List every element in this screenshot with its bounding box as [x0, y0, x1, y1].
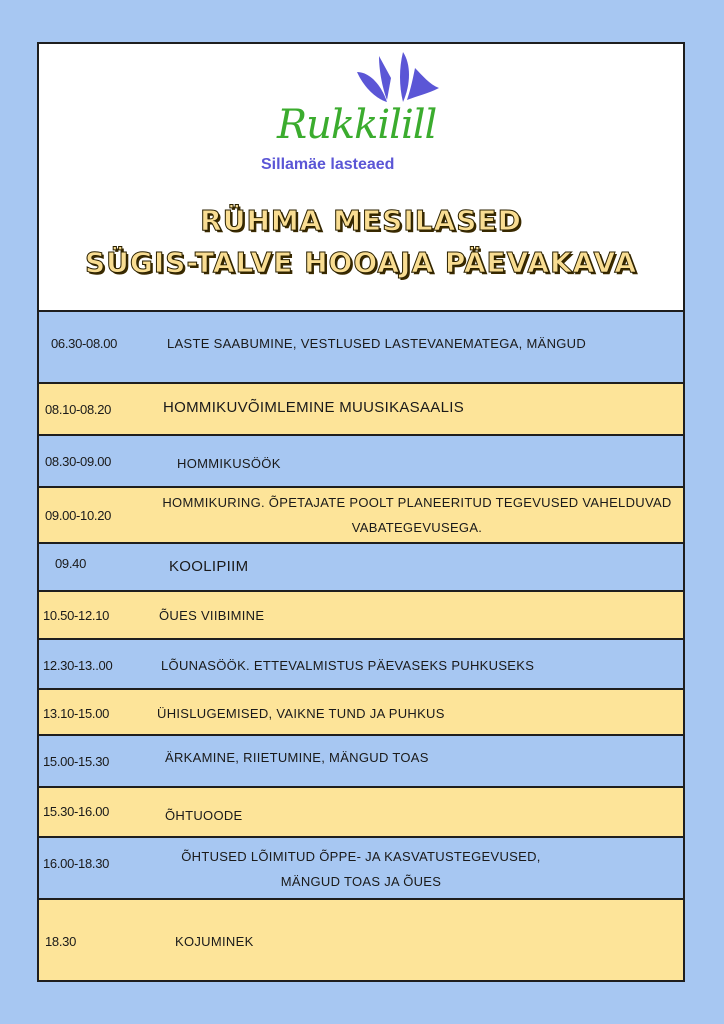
- row-time: 08.30-09.00: [45, 454, 112, 469]
- title-line-2: SÜGIS-TALVE HOOAJA PÄEVAKAVA: [85, 246, 637, 279]
- schedule-row-5: [39, 544, 683, 592]
- row-activity: HOMMIKURING. ÕPETAJATE POOLT PLANEERITUD TEGEVUSED VAHELDUVAD VABATEGEVUSEGA.: [162, 495, 672, 535]
- row-activity: HOMMIKUVÕIMLEMINE MUUSIKASAALIS: [163, 399, 465, 416]
- schedule-row-7: [39, 640, 683, 690]
- row-activity: LÕUNASÖÖK. ETTEVALMISTUS PÄEVASEKS PUHKUSEKS: [161, 658, 535, 673]
- schedule-row-8: [39, 690, 683, 736]
- schedule-row-2: [39, 384, 683, 436]
- brand-name: Rukkilill: [277, 102, 437, 148]
- schedule-row-4: [39, 488, 683, 544]
- row-time: 16.00-18.30: [43, 856, 110, 871]
- row-time: 10.50-12.10: [43, 608, 110, 623]
- row-activity: LASTE SAABUMINE, VESTLUSED LASTEVANEMATEGA, MÄNGUD: [167, 336, 587, 351]
- row-activity: ÄRKAMINE, RIIETUMINE, MÄNGUD TOAS: [165, 750, 429, 765]
- row-activity: ÕUES VIIBIMINE: [159, 608, 265, 623]
- row-time: 15.00-15.30: [43, 754, 110, 769]
- header: [39, 44, 683, 312]
- row-activity: ÕHTUOODE: [165, 808, 243, 823]
- schedule-sheet: [37, 42, 685, 982]
- schedule-row-11: [39, 838, 683, 900]
- row-time: 12.30-13..00: [43, 658, 113, 673]
- row-activity: KOJUMINEK: [175, 934, 254, 949]
- row-time: 15.30-16.00: [43, 804, 110, 819]
- schedule-row-6: [39, 592, 683, 640]
- schedule-row-9: [39, 736, 683, 788]
- schedule-row-12: [39, 900, 683, 980]
- brand-subtitle: Sillamäe lasteaed: [261, 156, 395, 173]
- row-activity: KOOLIPIIM: [169, 558, 249, 575]
- row-activity: ÜHISLUGEMISED, VAIKNE TUND JA PUHKUS: [157, 706, 445, 721]
- cornflower-logo-icon: [351, 50, 443, 110]
- row-time: 09.00-10.20: [45, 508, 112, 523]
- title-line-1: RÜHMA MESILASED: [200, 204, 522, 237]
- row-time: 06.30-08.00: [51, 336, 118, 351]
- row-time: 08.10-08.20: [45, 402, 112, 417]
- row-time: 18.30: [45, 934, 77, 949]
- row-activity: HOMMIKUSÖÖK: [177, 456, 281, 471]
- schedule-row-3: [39, 436, 683, 488]
- row-time: 09.40: [55, 556, 87, 571]
- schedule-row-10: [39, 788, 683, 838]
- row-time: 13.10-15.00: [43, 706, 110, 721]
- row-activity: ÕHTUSED LÕIMITUD ÕPPE- JA KASVATUSTEGEVUSED, MÄNGUD TOAS JA ÕUES: [181, 849, 541, 889]
- schedule-row-1: [39, 312, 683, 384]
